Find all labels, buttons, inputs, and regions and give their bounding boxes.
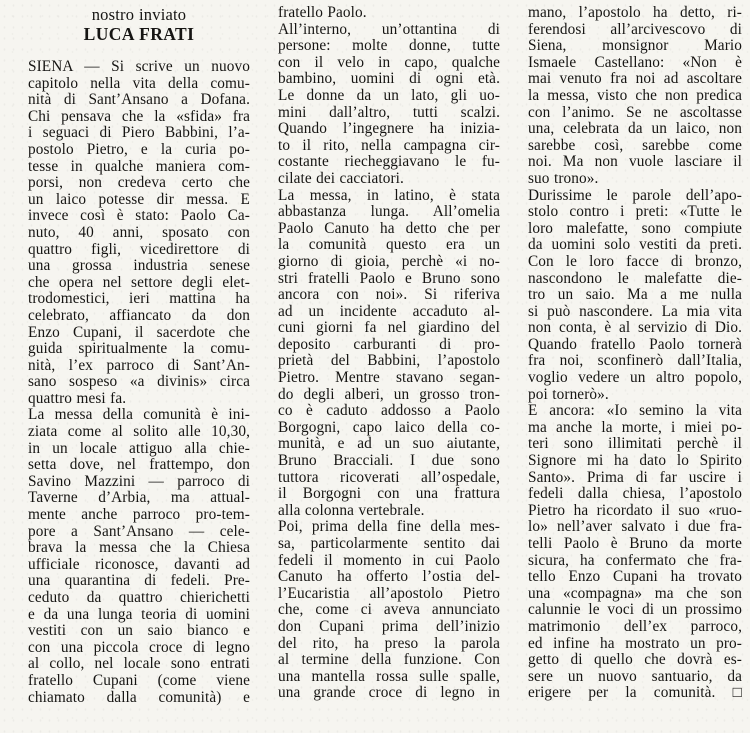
article-text-line: e da una lunga teoria di uomini (28, 605, 250, 623)
article-text-line: SIENA — Si scrive un nuovo (28, 58, 250, 75)
article-text-line: sa, particolarmente sentito dai (278, 535, 500, 552)
article-text-line: La messa della comunità è ini- (28, 406, 250, 424)
article-text-line: fedeli il momento in cui Paolo (278, 551, 500, 569)
article-text-line: un laico potesse dir messa. E (28, 190, 250, 208)
article-text-line: nuto, 40 anni, sposato con (28, 223, 250, 241)
article-text-line: con l’animo. Se ne ascoltasse (528, 103, 742, 121)
article-text-line: che opera nel settore degli elet- (28, 273, 250, 291)
article-text-line: erigere per la comunità. □ (528, 684, 742, 702)
article-text-line: quattro figli, vicedirettore di (28, 240, 250, 258)
article-text-line: invece così è stato: Paolo Ca- (28, 207, 250, 225)
article-text-line: trodomestici, ieri mattina ha (28, 290, 250, 308)
article-text-line: i seguaci di Piero Babbini, l’a- (28, 124, 250, 142)
article-text-line: capitolo nella vita della comu- (28, 74, 250, 92)
article-text-line: E ancora: «Io semino la vita (528, 402, 742, 420)
article-text-line: Paolo Canuto ha detto che per (278, 219, 500, 237)
article-text-line: mano, l’apostolo ha detto, ri- (528, 4, 742, 21)
article-text-line: cilate dei cacciatori. (278, 169, 404, 187)
article-text-line: bambino, uomini di ogni età. (278, 70, 500, 88)
article-text-line: setta dove, nel frattempo, don (28, 456, 250, 474)
article-text-line: La messa, in latino, è stata (278, 186, 500, 204)
article-text-line: sicura, ha confermato che fra- (528, 551, 742, 569)
article-text-line: Enzo Cupani, il sacerdote che (28, 323, 250, 341)
article-text-line: voglio vedere un altro popolo, (528, 369, 742, 387)
article-text-line: fra noi, sconfinerò dall’Italia, (528, 352, 742, 370)
article-text-line: Pietro. Mentre stavano segan- (278, 369, 500, 387)
article-text-line: ceduto da quattro chierichetti (28, 589, 250, 606)
article-text-line: ancora con noi». Si riferiva (278, 286, 500, 304)
article-text-line: lo» nell’aver salvato i due fra- (528, 518, 742, 536)
article-text-line: don Cupani prima dell’inizio (278, 617, 500, 635)
article-text-line: mini dall’altro, tutti scalzi. (278, 103, 500, 121)
article-text-line: deposito carburanti di pro- (278, 335, 500, 353)
article-text-line: suo trono». (528, 169, 599, 187)
article-text-line: alla colonna vertebrale. (278, 501, 425, 519)
article-text-line: Signore mi ha dato lo Spirito (528, 452, 742, 470)
article-text-line: Poi, prima della fine della mes- (278, 518, 500, 536)
article-text-line: una, celebrata da un laico, non (528, 120, 742, 138)
article-text-line: Durissime le parole dell’apo- (528, 186, 742, 204)
article-text-line: una grande croce di legno in (278, 684, 500, 702)
article-text-line: tesse in qualche maniera com- (28, 157, 250, 175)
article-text-line: Canuto ha offerto l’ostia del- (278, 568, 500, 586)
article-text-line: ad un incidente accaduto al- (278, 302, 500, 320)
article-text-line: con il velo in capo, qualche (278, 53, 500, 71)
article-text-line: ed infine ha mostrato un pro- (528, 634, 742, 652)
article-text-line: mente anche parroco pro-tem- (28, 506, 250, 524)
article-text-line: l’Eucaristia all’apostolo Pietro (278, 584, 500, 602)
article-text-line: brava la messa che la Chiesa (28, 539, 250, 557)
article-text-line: matrimonio dell’ex parroco, (528, 617, 742, 635)
article-text-line: Siena, monsignor Mario (528, 37, 742, 55)
article-text-line: munità, e ad un suo aiutante, (278, 435, 500, 453)
paragraph (28, 59, 250, 407)
paragraph (278, 188, 500, 520)
article-text-line: stolo contro i preti: «Tutte le (528, 203, 742, 221)
article-text-line: fratello Cupani (come viene (28, 671, 250, 689)
article-text-line: una quarantina di fedeli. Pre- (28, 572, 250, 590)
article-text-line: Le donne da un lato, gli uo- (278, 86, 500, 104)
article-text-line: al termine della funzione. Con (278, 651, 500, 669)
article-text-line: Quando fratello Paolo tornerà (528, 335, 742, 353)
article-text-line: Taverne d’Arbia, ma attual- (28, 489, 250, 507)
article-text-line: poi tornerò». (528, 385, 609, 403)
paragraph (278, 22, 500, 188)
article-text-line: stri fratelli Paolo e Bruno sono (278, 269, 500, 287)
article-text-line: Quando l’ingegnere ha inizia- (278, 120, 500, 138)
article-text-line: fedeli dalla chiesa, l’apostolo (528, 485, 742, 503)
article-text-line: chiamato dalla comunità) e (28, 688, 250, 706)
article-text-line: Borgogni, capo laico della co- (278, 418, 500, 436)
article-text-line: una «compagna» ma che son (528, 584, 742, 602)
article-text-line: pore a Sant’Ansano — cele- (28, 522, 250, 540)
byline-role-text: nostro inviato (91, 5, 187, 24)
article-text-line: Con le loro facce di bronzo, (528, 252, 742, 270)
article-text-line: una grossa industria senese (28, 257, 250, 275)
article-text-line: costante riecheggiavano le fu- (278, 153, 500, 171)
article-text-line: con una piccola croce di legno (28, 638, 250, 656)
article-text-line: giorno di gioia, perchè «i no- (278, 252, 500, 270)
article-text-line: il Borgogni con una frattura (278, 485, 500, 503)
article-text-line: in un locale attiguo alla chie- (28, 439, 250, 457)
article-text-line: abbastanza lunga. All’omelia (278, 203, 500, 221)
article-text-line: sano sospeso «a divinis» circa (28, 373, 250, 391)
article-text-line: loro malefatte, sono compiute (528, 219, 742, 237)
article-text-line: postolo Pietro, e la curia po- (28, 140, 250, 158)
article-text-line: co è caduto addosso a Paolo (278, 402, 500, 420)
article-text-line: del rito, ha preso la parola (278, 634, 500, 652)
article-text-line: cuni giorni fa nel giardino del (278, 319, 500, 337)
article-text-line: celebrato, affiancato da don (28, 306, 250, 324)
paragraph (28, 407, 250, 706)
article-text-line: getto di quello che dovrà es- (528, 651, 742, 669)
paragraph (278, 519, 500, 702)
article-text-line: telli Paolo è Bruno da morte (528, 535, 742, 552)
byline-role (28, 5, 250, 24)
article-text-line: calunnie le voci di un prossimo (528, 601, 742, 619)
paragraph (528, 188, 742, 404)
article-text-line: fratello Paolo. (278, 4, 367, 21)
article-text-line: tro un saio. Ma a me nulla (528, 286, 742, 304)
article-text-line: quattro mesi fa. (28, 389, 127, 407)
article-text-line: teri sono illimitati perchè il (528, 435, 742, 453)
article-text-line: prietà del Babbini, l’apostolo (278, 352, 500, 370)
article-text-line: la messa, visto che non predica (528, 86, 742, 104)
article-text-line: Savino Mazzini — parroco di (28, 472, 250, 490)
article-text-line: da uomini solo vestiti da preti. (528, 236, 742, 254)
article-text-line: si può nascondere. La mia vita (528, 302, 742, 320)
article-text-line: mai venuto fra noi ad ascoltare (528, 70, 742, 88)
article-text-line: ma anche la morte, i miei po- (528, 418, 742, 436)
article-text-line: ferendosi all’arcivescovo di (528, 20, 742, 38)
article-text-line: che, come ci aveva annunciato (278, 601, 500, 619)
paragraph (528, 5, 742, 188)
article-text-line: tuttora ricoverati all’ospedale, (278, 468, 500, 486)
article-text-line: Santo». Prima di far uscire i (528, 468, 742, 486)
article-column-1 (28, 5, 250, 733)
article-text-line: ziata come al solito alle 10,30, (28, 423, 250, 441)
article-text-line: to il rito, nella campagna cir- (278, 136, 500, 154)
article-text-line: tello Enzo Cupani ha trovato (528, 568, 742, 586)
article-text-line: do degli alberi, un grosso tron- (278, 385, 500, 403)
article-text-line: ufficiale riconosce, davanti ad (28, 555, 250, 573)
article-column-3 (528, 5, 742, 733)
article-text-line: Bruno Bracciali. I due sono (278, 452, 500, 470)
article-text-line: noi. Ma non vuole lasciare il (528, 153, 742, 171)
article-text-line: All’interno, un’ottantina di (278, 20, 500, 38)
article-text-line: nità, l’ex parroco di Sant’An- (28, 356, 250, 374)
article-text-line: al collo, nel locale sono entrati (28, 655, 250, 673)
article-text-line: sere un nuovo santuario, da (528, 667, 742, 685)
article-text-line: nascondono le malefatte die- (528, 269, 742, 287)
byline-author-name: LUCA FRATI (83, 24, 195, 44)
article-text-line: Pietro ha ricordato il suo «ruo- (528, 501, 742, 519)
article-text-line: nità di Sant’Ansano a Dofana. (28, 91, 250, 109)
article-text-line: non conta, è al servizio di Dio. (528, 319, 742, 337)
article-text-line: la comunità questo era un (278, 236, 500, 254)
byline-name (28, 24, 250, 45)
article-text-line: una mantella rossa sulle spalle, (278, 667, 500, 685)
article-text-line: Ismaele Castellano: «Non è (528, 53, 742, 71)
paragraph (278, 5, 500, 22)
article-text-line: porsi, non credeva certo che (28, 174, 250, 192)
paragraph (528, 403, 742, 702)
article-text-line: sarebbe così, sarebbe come (528, 136, 742, 154)
article-text-line: vestiti con un saio bianco e (28, 622, 250, 640)
article-text-line: Chi pensava che la «sfida» fra (28, 107, 250, 125)
article-column-2 (278, 5, 500, 733)
article-text-line: persone: molte donne, tutte (278, 37, 500, 55)
article-text-line: guida spiritualmente la comu- (28, 340, 250, 358)
